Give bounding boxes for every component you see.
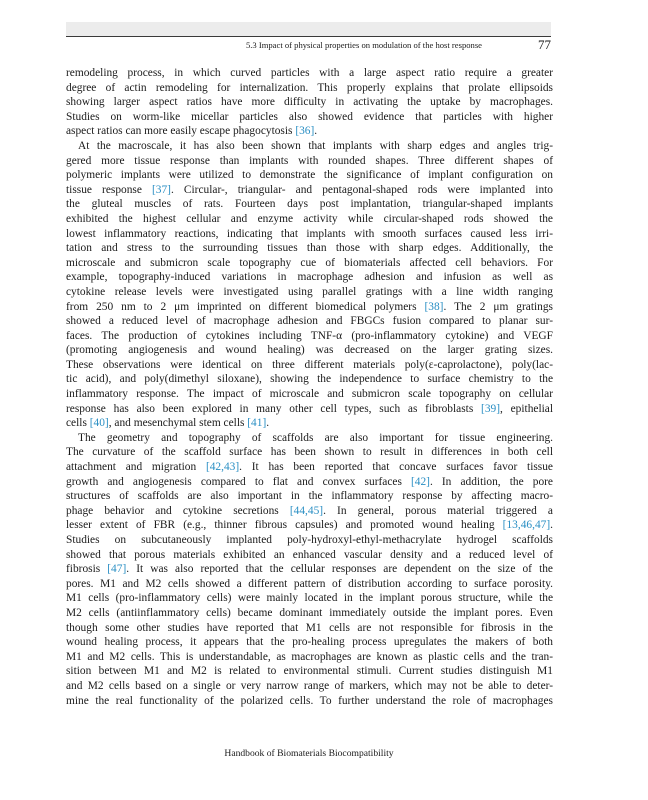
text-run: mine the real functionality of the polarized cells. To further understand the role of macrophages [66,694,553,707]
text-run: faces. The production of cytokines including TNF-α (pro-inflammatory cytokine) and VEGF [66,329,553,342]
citation-link[interactable]: [37] [152,183,171,196]
text-run: , epithelial [500,402,554,415]
text-run: . [266,417,270,430]
text-line [66,329,553,344]
paragraph [66,66,553,139]
text-line [66,197,553,212]
citation-link[interactable]: [47] [107,563,127,576]
text-run: M1 and M2 cells. This is understandable, as macrophages are known as plastic cells and the tran- [66,650,553,663]
text-run: remodeling process, in which curved particles with a large aspect ratio require a greater [66,67,553,79]
text-line [66,664,553,679]
text-run: lesser extent of FBR (e.g., thinner fibrous capsules) and promoted wound healing [66,519,503,532]
text-run: structures of scaffolds are also important in the inflammatory response by affecting macro- [66,490,553,503]
text-line [66,154,553,169]
text-run: inflammatory response. The impact of microscale and submicron scale topography on cellular [66,388,553,401]
text-line [66,460,553,475]
header-band [66,22,551,36]
text-line [66,533,553,548]
text-run: aspect ratios can more easily escape phagocytosis [66,125,296,138]
citation-link[interactable]: [42,43] [205,461,240,474]
text-line [66,679,553,694]
text-run: microscale and submicron scale topography cue of biomaterials affected cell behaviors. For [66,256,553,269]
text-run: wound healing process, it appears that the pro-healing process upregulates the makers of both [66,636,553,649]
text-line [66,300,553,315]
text-line [66,635,553,650]
text-line [66,621,553,636]
text-line [66,694,553,709]
text-line [66,562,553,577]
text-line [66,402,553,417]
text-line [66,66,553,81]
text-run: M1 cells (pro-inflammatory cells) were mainly located in the implant porous structure, while the [66,592,553,605]
text-run: sition between M1 and M2 is related to environmental stimuli. Current studies distinguish M1 [66,665,553,678]
text-line [66,314,553,329]
citation-link[interactable]: [40] [89,417,109,430]
running-head: 5.3 Impact of physical properties on modulation of the host response [245,40,482,50]
citation-link[interactable]: [13,46,47] [502,519,551,532]
text-line [66,445,553,460]
text-run: At the macroscale, it has also been shown that implants with sharp edges and angles trig- [78,139,553,152]
text-run: polymeric implants were utilized to demonstrate the significance of implant configuration on [66,169,553,182]
text-line [66,650,553,665]
text-line [66,416,553,431]
text-line [66,212,553,227]
text-line [66,606,553,621]
text-run: from 250 nm to 2 μm imprinted on different biomedical polymers [66,300,425,313]
text-line [66,475,553,490]
text-run: . [550,519,553,532]
text-run: . It was also reported that the cellular responses are dependent on the size of the [126,563,553,576]
text-run: The geometry and topography of scaffolds are also important for tissue engineering. [78,431,553,444]
text-run: example, topography-induced variations in macrophage adhesion and infusion as well as [66,271,553,284]
text-run: (promoting angiogenesis and wound healing) was decreased on the larger grating sizes. [66,344,553,357]
text-line [66,358,553,373]
text-run: phage behavior and cytokine secretions [66,504,290,517]
text-run: . [314,125,318,138]
text-run: showed that porous materials exhibited an enhanced vascular density and a reduced level of [66,548,553,561]
text-run: , and mesenchymal stem cells [108,417,248,430]
text-line [66,139,553,154]
text-line [66,504,553,519]
text-run: cytokine release levels were investigated using parallel gratings with a line width ranging [66,285,553,298]
body-text [66,66,553,708]
citation-link[interactable]: [42] [410,475,430,488]
text-run: cells [66,417,90,430]
text-line [66,343,553,358]
citation-link[interactable]: [39] [481,402,501,415]
text-line [66,431,553,446]
text-run: . The 2 μm gratings [443,300,553,313]
text-run: M2 cells (antiinflammatory cells) became dominant immediately outside the implant pores. Even [66,606,553,619]
text-run: gered more tissue response than implants with rounded shapes. Three different shapes of [66,154,553,167]
text-line [66,285,553,300]
citation-link[interactable]: [44,45] [289,504,324,517]
text-run: tissue response [66,183,152,196]
text-run: . It has been reported that concave surfaces favor tissue [239,461,553,474]
text-run: These observations were identical on three different materials poly(ε-caprolactone), poly(lac- [66,358,553,371]
text-run: pores. M1 and M2 cells showed a different pattern of distribution according to surface porosity. [66,577,553,590]
text-line [66,124,553,139]
text-run: . In addition, the pore [429,475,553,488]
text-line [66,256,553,271]
text-run: fibrosis [66,563,108,576]
text-line [66,548,553,563]
paragraph [66,431,553,708]
text-run: Studies on subcutaneously implanted poly-hydroxyl-ethyl-methacrylate hydrogel scaffolds [66,534,553,546]
text-run: degree of actin remodeling for internalization. This properly explains that prolate ellipsoids [66,81,553,94]
text-run: The curvature of the scaffold surface has been shown to result in differences in both cell [66,446,553,459]
text-line [66,489,553,504]
text-line [66,227,553,242]
text-run: showed a reduced level of macrophage adhesion and FBGCs fusion compared to planar sur- [66,315,553,328]
footer-book-title: Handbook of Biomaterials Biocompatibility [224,748,394,759]
text-run: . In general, porous material triggered a [323,504,553,517]
text-run: Studies on worm-like micellar particles also showed evidence that particles with higher [66,110,553,123]
text-run: response has also been explored in many other cell types, such as fibroblasts [66,402,482,415]
text-run: tation and stress to the surrounding tissues than those with sharp edges. Additionally, the [66,242,553,255]
text-run: showing larger aspect ratios have more difficulty in activating the uptake by macrophages. [66,96,553,109]
text-run: exhibited the highest cellular and enzyme activity while circular-shaped rods showed the [66,212,553,225]
citation-link[interactable]: [38] [424,300,444,313]
citation-link[interactable]: [41] [247,417,267,430]
text-run: and M2 cells based on a single or very narrow range of markers, which may not be able to deter- [66,679,553,692]
text-line [66,591,553,606]
text-line [66,577,553,592]
text-run: . Circular-, triangular- and pentagonal-shaped rods were implanted into [170,183,553,196]
text-run: the gluteal muscles of rats. Fourteen days post implantation, triangular-shaped implants [66,198,553,211]
text-line [66,518,553,533]
text-run: though some other studies have reported that M1 cells are not responsible for fibrosis in the [66,621,553,634]
text-line [66,168,553,183]
text-run: growth and angiogenesis compared to flat and convex surfaces [66,475,411,488]
text-line [66,183,553,198]
text-line [66,241,553,256]
text-run: attachment and migration [66,461,206,474]
text-line [66,372,553,387]
page-number: 77 [538,37,551,52]
header-rule [66,36,551,37]
citation-link[interactable]: [36] [295,125,315,138]
text-line [66,95,553,110]
text-line [66,81,553,96]
text-line [66,387,553,402]
text-line [66,270,553,285]
text-run: tic acid), and poly(dimethyl siloxane), showing the independence to surface chemistry to the [66,373,553,386]
text-line [66,110,553,125]
text-run: lowest inflammatory reactions, indicating that implants with smooth surfaces caused less irri- [66,227,553,240]
paragraph [66,139,553,431]
